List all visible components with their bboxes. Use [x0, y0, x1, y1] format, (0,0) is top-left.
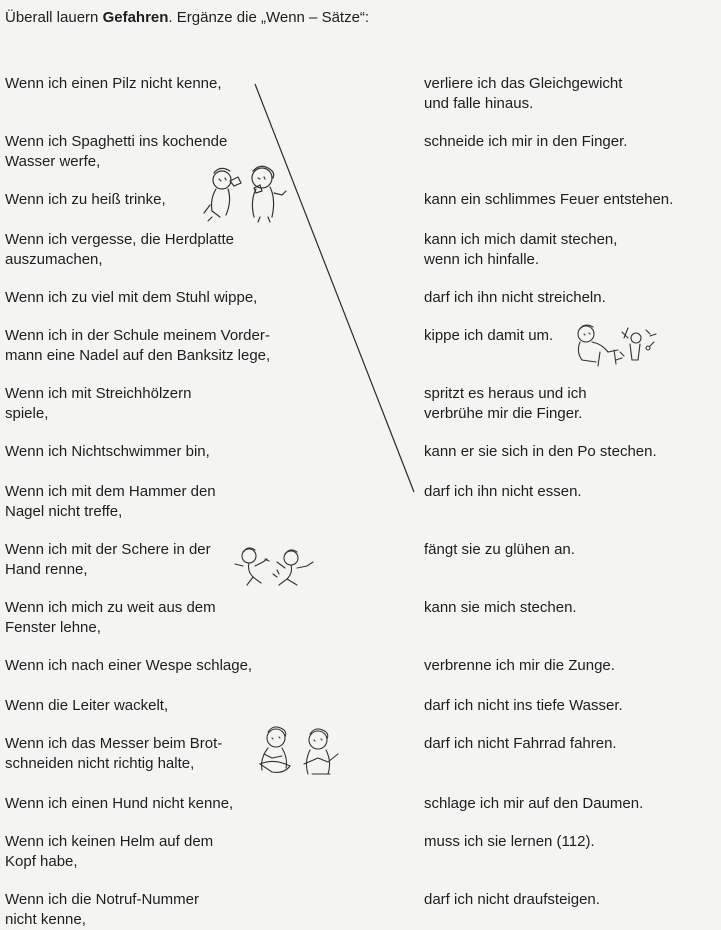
condition-item-line: auszumachen, — [5, 250, 103, 268]
condition-item-line: Kopf habe, — [5, 852, 78, 870]
condition-item-line: Wenn ich einen Pilz nicht kenne, — [5, 75, 222, 92]
condition-item-line: Wenn ich Spaghetti ins kochende — [5, 133, 228, 150]
chair-tipping-sketch — [570, 322, 660, 368]
instruction-suffix: . Ergänze die „Wenn – Sätze“: — [168, 9, 370, 26]
children-running-scissors-sketch — [233, 546, 318, 588]
connection-line-pilz-essen — [255, 84, 414, 492]
condition-item-line: Wenn ich vergesse, die Herdplatte — [5, 231, 235, 248]
consequence-item-line: kann ein schlimmes Feuer entstehen. — [424, 191, 674, 208]
consequence-item-line: verbrühe mir die Finger. — [424, 404, 583, 422]
consequence-item-line: schneide ich mir in den Finger. — [424, 133, 628, 150]
condition-item-line: Wenn ich nach einer Wespe schlage, — [5, 657, 253, 674]
condition-item-line: Wenn ich Nichtschwimmer bin, — [5, 443, 210, 460]
consequence-item-line: kann er sie sich in den Po stechen. — [424, 443, 657, 460]
consequence-item-line: schlage ich mir auf den Daumen. — [424, 795, 644, 812]
condition-item-line: Wenn ich einen Hund nicht kenne, — [5, 795, 234, 812]
condition-item-line: nicht kenne, — [5, 910, 86, 928]
consequence-item-line: wenn ich hinfalle. — [424, 250, 540, 268]
consequence-item-line: darf ich ihn nicht essen. — [424, 483, 582, 500]
condition-item-line: Wenn ich zu heiß trinke, — [5, 191, 166, 208]
consequence-item-line: kippe ich damit um. — [424, 327, 554, 344]
condition-item-line: Hand renne, — [5, 560, 88, 578]
consequence-item-line: kann ich mich damit stechen, — [424, 231, 618, 248]
consequence-item-line: muss ich sie lernen (112). — [424, 833, 595, 850]
condition-item-line: Wenn ich in der Schule meinem Vorder- — [5, 327, 270, 344]
instruction-prefix: Überall lauern — [5, 9, 103, 26]
condition-item-line: mann eine Nadel auf den Banksitz lege, — [5, 346, 271, 364]
condition-item-line: spiele, — [5, 404, 49, 422]
children-drinking-sketch — [200, 165, 290, 223]
consequence-item-line: verliere ich das Gleichgewicht — [424, 75, 623, 92]
instruction-bold-word: Gefahren — [102, 9, 169, 26]
condition-item-line: Wenn ich mit der Schere in der — [5, 541, 211, 558]
consequence-item-line: fängt sie zu glühen an. — [424, 541, 575, 558]
condition-item-line: Wenn die Leiter wackelt, — [5, 697, 169, 714]
condition-item-line: Fenster lehne, — [5, 618, 101, 636]
consequence-item-line: darf ich nicht Fahrrad fahren. — [424, 735, 617, 752]
consequence-item-line: darf ich ihn nicht streicheln. — [424, 289, 606, 306]
consequence-item-line: kann sie mich stechen. — [424, 599, 577, 616]
condition-item-line: Wenn ich zu viel mit dem Stuhl wippe, — [5, 289, 258, 306]
consequence-item-line: verbrenne ich mir die Zunge. — [424, 657, 615, 674]
consequence-item-line: spritzt es heraus und ich — [424, 385, 587, 402]
condition-item-line: Wenn ich mich zu weit aus dem — [5, 599, 216, 616]
children-cutting-bread-sketch — [252, 724, 344, 780]
condition-item-line: Wenn ich mit dem Hammer den — [5, 483, 216, 500]
consequence-item-line: darf ich nicht draufsteigen. — [424, 891, 600, 908]
condition-item-line: Wasser werfe, — [5, 152, 101, 170]
condition-item-line: Wenn ich das Messer beim Brot- — [5, 735, 223, 752]
condition-item-line: Wenn ich keinen Helm auf dem — [5, 833, 214, 850]
consequence-item-line: und falle hinaus. — [424, 94, 534, 112]
condition-item-line: Nagel nicht treffe, — [5, 502, 123, 520]
condition-item-line: Wenn ich die Notruf-Nummer — [5, 891, 199, 908]
consequence-item-line: darf ich nicht ins tiefe Wasser. — [424, 697, 623, 714]
condition-item-line: Wenn ich mit Streichhölzern — [5, 385, 192, 402]
condition-item-line: schneiden nicht richtig halte, — [5, 754, 195, 772]
